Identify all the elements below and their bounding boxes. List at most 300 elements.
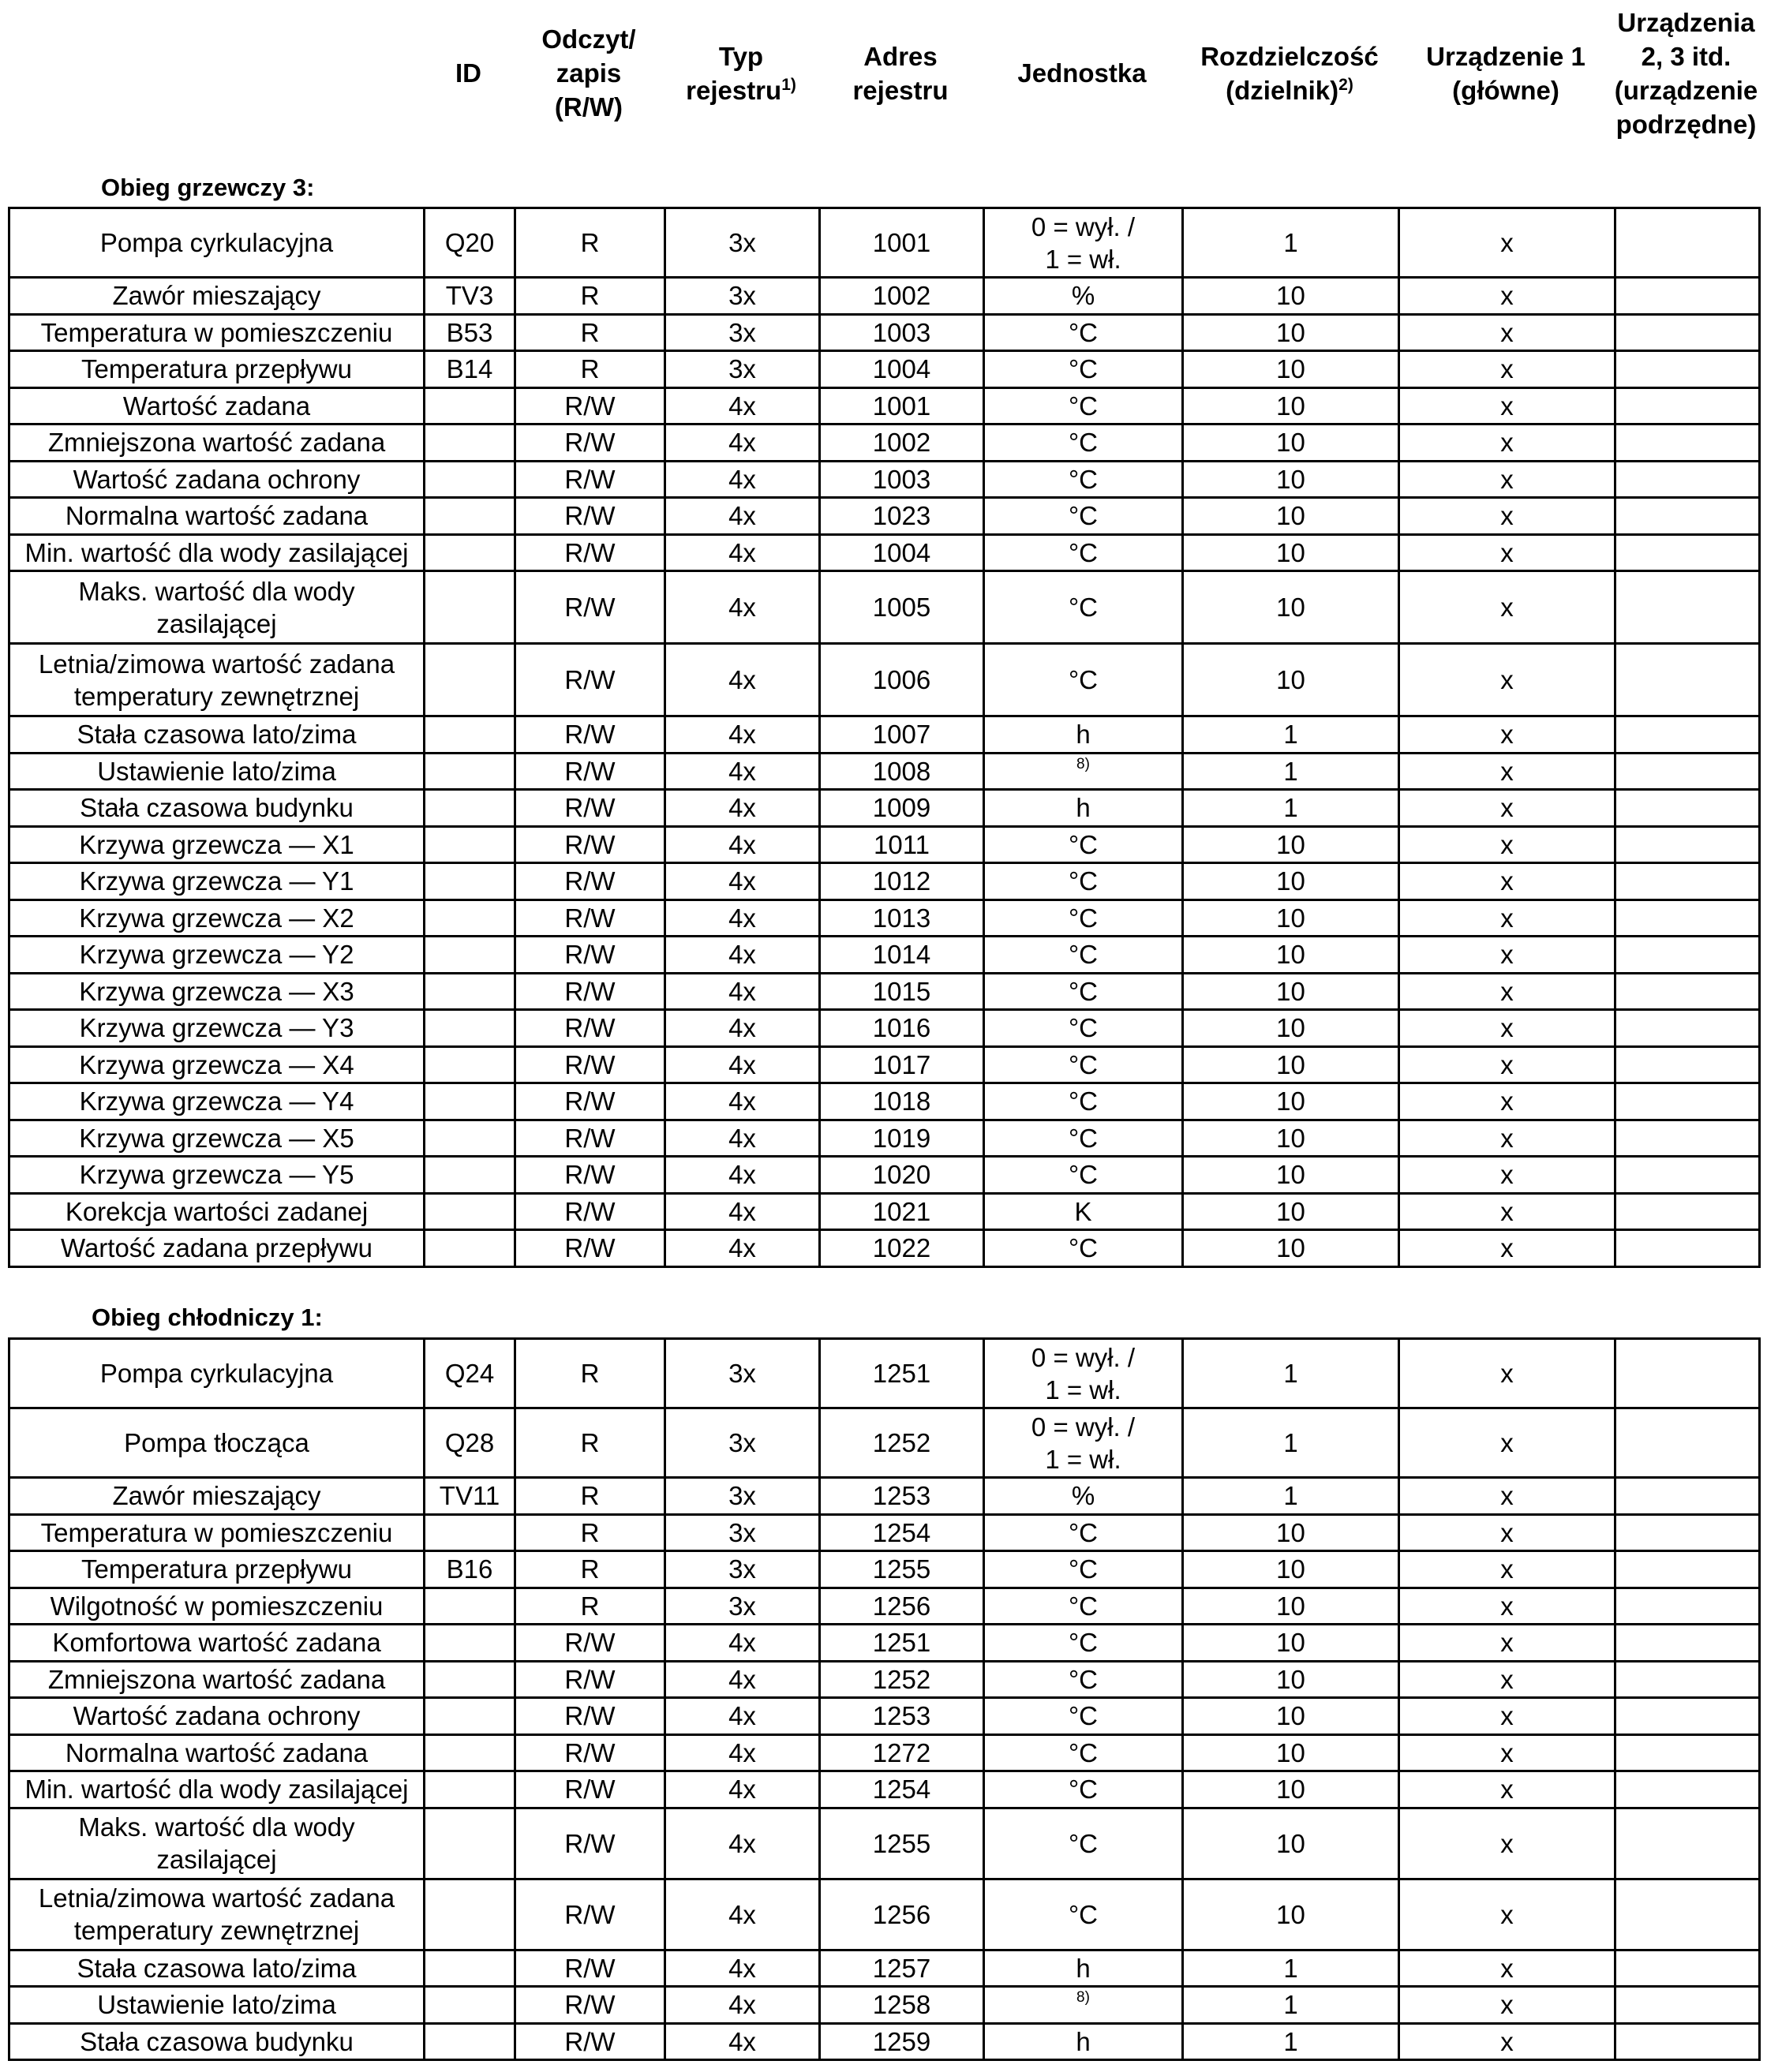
register-type-cell: 3x [665, 314, 820, 351]
register-address-cell: 1256 [820, 1588, 984, 1625]
table-row [9, 1083, 1760, 1120]
devices-2-3-cell [1615, 1771, 1760, 1808]
resolution-cell: 10 [1183, 1625, 1399, 1662]
unit-cell: h [984, 790, 1183, 827]
parameter-name: Korekcja wartości zadanej [9, 1193, 425, 1230]
register-address-cell: 1252 [820, 1408, 984, 1478]
register-address-cell: 1006 [820, 644, 984, 716]
register-type-cell: 3x [665, 351, 820, 388]
device-1-cell: x [1399, 461, 1615, 498]
id-cell [425, 1987, 515, 2024]
parameter-name: Maks. wartość dla wody zasilającej [9, 571, 425, 644]
parameter-name: Zawór mieszający [9, 278, 425, 315]
read-write-cell: R/W [515, 461, 665, 498]
device-1-cell: x [1399, 1950, 1615, 1987]
register-type-cell: 3x [665, 1339, 820, 1408]
register-address-cell: 1011 [820, 826, 984, 863]
register-type-cell: 4x [665, 1661, 820, 1698]
register-address-cell: 1001 [820, 208, 984, 278]
id-cell: B14 [425, 351, 515, 388]
register-address-cell: 1272 [820, 1734, 984, 1771]
parameter-name: Wartość zadana ochrony [9, 1698, 425, 1735]
read-write-cell: R/W [515, 1661, 665, 1698]
resolution-cell: 1 [1183, 1987, 1399, 2024]
register-address-cell: 1007 [820, 716, 984, 754]
table-row [9, 973, 1760, 1010]
device-1-cell: x [1399, 790, 1615, 827]
table-row [9, 753, 1760, 790]
devices-2-3-cell [1615, 2023, 1760, 2060]
resolution-cell: 10 [1183, 1808, 1399, 1879]
device-1-cell: x [1399, 534, 1615, 571]
register-address-cell: 1256 [820, 1879, 984, 1950]
devices-2-3-cell [1615, 1698, 1760, 1735]
device-1-cell: x [1399, 1120, 1615, 1157]
devices-2-3-cell [1615, 1551, 1760, 1588]
devices-2-3-cell [1615, 1120, 1760, 1157]
register-type-cell: 4x [665, 644, 820, 716]
device-1-cell: x [1399, 424, 1615, 462]
table-row [9, 498, 1760, 535]
read-write-cell: R/W [515, 753, 665, 790]
devices-2-3-cell [1615, 1046, 1760, 1083]
register-address-cell: 1009 [820, 790, 984, 827]
id-cell [425, 1808, 515, 1879]
table-row [9, 1661, 1760, 1698]
unit-cell: °C [984, 314, 1183, 351]
register-address-cell: 1002 [820, 424, 984, 462]
unit-cell: °C [984, 1734, 1183, 1771]
read-write-cell: R/W [515, 2023, 665, 2060]
parameter-name: Wilgotność w pomieszczeniu [9, 1588, 425, 1625]
id-cell: Q24 [425, 1339, 515, 1408]
register-address-cell: 1251 [820, 1339, 984, 1408]
read-write-cell: R/W [515, 1625, 665, 1662]
device-1-cell: x [1399, 498, 1615, 535]
device-1-cell: x [1399, 351, 1615, 388]
register-address-cell: 1015 [820, 973, 984, 1010]
resolution-cell: 10 [1183, 387, 1399, 424]
register-type-cell: 4x [665, 498, 820, 535]
register-address-cell: 1004 [820, 534, 984, 571]
read-write-cell: R/W [515, 863, 665, 900]
id-cell [425, 753, 515, 790]
devices-2-3-cell [1615, 314, 1760, 351]
register-address-cell: 1023 [820, 498, 984, 535]
register-type-cell: 3x [665, 1514, 820, 1551]
register-type-cell: 4x [665, 790, 820, 827]
devices-2-3-cell [1615, 461, 1760, 498]
unit-cell: °C [984, 461, 1183, 498]
unit-cell: 8) [984, 753, 1183, 790]
devices-2-3-cell [1615, 1157, 1760, 1194]
id-cell [425, 461, 515, 498]
parameter-name: Krzywa grzewcza — X4 [9, 1046, 425, 1083]
unit-cell: °C [984, 1661, 1183, 1698]
parameter-name: Wartość zadana przepływu [9, 1230, 425, 1267]
resolution-cell: 1 [1183, 1478, 1399, 1515]
id-cell [425, 1771, 515, 1808]
register-type-cell: 4x [665, 1698, 820, 1735]
register-type-cell: 4x [665, 1010, 820, 1047]
register-type-cell: 3x [665, 1588, 820, 1625]
id-cell [425, 1157, 515, 1194]
resolution-cell: 10 [1183, 461, 1399, 498]
parameter-name: Normalna wartość zadana [9, 498, 425, 535]
parameter-name: Stała czasowa budynku [9, 2023, 425, 2060]
parameter-name: Temperatura przepływu [9, 351, 425, 388]
register-type-cell: 3x [665, 1478, 820, 1515]
devices-2-3-cell [1615, 351, 1760, 388]
unit-cell: °C [984, 644, 1183, 716]
parameter-name: Min. wartość dla wody zasilającej [9, 1771, 425, 1808]
table-row [9, 716, 1760, 754]
device-1-cell: x [1399, 1193, 1615, 1230]
devices-2-3-cell [1615, 826, 1760, 863]
table-row [9, 790, 1760, 827]
table-row [9, 826, 1760, 863]
table-row [9, 314, 1760, 351]
table-row [9, 899, 1760, 937]
id-cell [425, 1193, 515, 1230]
id-cell [425, 534, 515, 571]
parameter-name: Stała czasowa budynku [9, 790, 425, 827]
resolution-cell: 10 [1183, 1661, 1399, 1698]
register-type-cell: 4x [665, 753, 820, 790]
table-row [9, 863, 1760, 900]
read-write-cell: R/W [515, 1157, 665, 1194]
table-row [9, 644, 1760, 716]
id-cell [425, 2023, 515, 2060]
devices-2-3-cell [1615, 387, 1760, 424]
id-cell [425, 387, 515, 424]
table-row [9, 571, 1760, 644]
devices-2-3-cell [1615, 278, 1760, 315]
header-read-write [514, 0, 664, 146]
register-type-cell: 4x [665, 1808, 820, 1879]
register-type-cell: 4x [665, 863, 820, 900]
resolution-cell: 10 [1183, 351, 1399, 388]
devices-2-3-cell [1615, 571, 1760, 644]
read-write-cell: R/W [515, 1987, 665, 2024]
id-cell [425, 1120, 515, 1157]
device-1-cell: x [1399, 387, 1615, 424]
id-cell [425, 1625, 515, 1662]
register-type-cell: 4x [665, 899, 820, 937]
device-1-cell: x [1399, 1408, 1615, 1478]
read-write-cell: R [515, 1339, 665, 1408]
read-write-cell: R/W [515, 1230, 665, 1267]
column-header-row [0, 0, 1767, 146]
read-write-cell: R [515, 314, 665, 351]
table-row [9, 278, 1760, 315]
header-unit-label: Jednostka [1017, 58, 1147, 88]
resolution-cell: 1 [1183, 2023, 1399, 2060]
device-1-cell: x [1399, 716, 1615, 754]
id-cell [425, 863, 515, 900]
register-address-cell: 1002 [820, 278, 984, 315]
parameter-name: Temperatura w pomieszczeniu [9, 1514, 425, 1551]
unit-cell: °C [984, 1046, 1183, 1083]
footnote-marker: 2) [1338, 75, 1353, 94]
resolution-cell: 10 [1183, 826, 1399, 863]
parameter-name: Krzywa grzewcza — Y1 [9, 863, 425, 900]
register-type-cell: 4x [665, 1950, 820, 1987]
resolution-cell: 10 [1183, 1879, 1399, 1950]
register-address-cell: 1253 [820, 1478, 984, 1515]
id-cell [425, 716, 515, 754]
header-resolution [1181, 0, 1398, 146]
unit-cell: °C [984, 1551, 1183, 1588]
device-1-cell: x [1399, 1588, 1615, 1625]
register-address-cell: 1016 [820, 1010, 984, 1047]
devices-2-3-cell [1615, 937, 1760, 974]
device-1-cell: x [1399, 1625, 1615, 1662]
resolution-cell: 10 [1183, 1771, 1399, 1808]
resolution-cell: 10 [1183, 1230, 1399, 1267]
devices-2-3-cell [1615, 644, 1760, 716]
unit-cell: °C [984, 1083, 1183, 1120]
table-row [9, 351, 1760, 388]
resolution-cell: 1 [1183, 208, 1399, 278]
read-write-cell: R/W [515, 1010, 665, 1047]
devices-2-3-cell [1615, 1230, 1760, 1267]
read-write-cell: R/W [515, 1808, 665, 1879]
unit-cell: °C [984, 1698, 1183, 1735]
unit-cell: °C [984, 826, 1183, 863]
id-cell [425, 1046, 515, 1083]
resolution-cell: 10 [1183, 973, 1399, 1010]
parameter-name: Maks. wartość dla wody zasilającej [9, 1808, 425, 1879]
register-address-cell: 1254 [820, 1771, 984, 1808]
table-row [9, 1588, 1760, 1625]
read-write-cell: R/W [515, 387, 665, 424]
unit-cell: °C [984, 1771, 1183, 1808]
device-1-cell: x [1399, 1771, 1615, 1808]
read-write-cell: R/W [515, 973, 665, 1010]
table-row [9, 1339, 1760, 1408]
id-cell [425, 1661, 515, 1698]
cooling-circuit-1-table [8, 1337, 1761, 2061]
read-write-cell: R/W [515, 899, 665, 937]
resolution-cell: 10 [1183, 534, 1399, 571]
parameter-name: Min. wartość dla wody zasilającej [9, 534, 425, 571]
unit-cell: °C [984, 937, 1183, 974]
parameter-name: Temperatura przepływu [9, 1551, 425, 1588]
parameter-name: Temperatura w pomieszczeniu [9, 314, 425, 351]
devices-2-3-cell [1615, 716, 1760, 754]
register-type-cell: 3x [665, 1408, 820, 1478]
unit-cell: °C [984, 571, 1183, 644]
parameter-name: Pompa cyrkulacyjna [9, 208, 425, 278]
resolution-cell: 10 [1183, 1010, 1399, 1047]
read-write-cell: R/W [515, 1734, 665, 1771]
register-type-cell: 4x [665, 1625, 820, 1662]
unit-cell: °C [984, 1514, 1183, 1551]
parameter-name: Krzywa grzewcza — Y2 [9, 937, 425, 974]
parameter-name: Zmniejszona wartość zadana [9, 1661, 425, 1698]
table-row [9, 208, 1760, 278]
parameter-name: Krzywa grzewcza — X1 [9, 826, 425, 863]
device-1-cell: x [1399, 571, 1615, 644]
table-row [9, 1478, 1760, 1515]
id-cell [425, 571, 515, 644]
device-1-cell: x [1399, 1734, 1615, 1771]
header-device-1-label: Urządzenie 1 (główne) [1426, 41, 1585, 105]
parameter-name: Letnia/zimowa wartość zadana temperatury zewnętrznej [9, 1879, 425, 1950]
devices-2-3-cell [1615, 534, 1760, 571]
resolution-cell: 10 [1183, 571, 1399, 644]
id-cell: TV11 [425, 1478, 515, 1515]
header-register-address [818, 0, 983, 146]
read-write-cell: R/W [515, 1950, 665, 1987]
unit-cell: % [984, 1478, 1183, 1515]
register-type-cell: 4x [665, 1879, 820, 1950]
unit-cell: °C [984, 863, 1183, 900]
device-1-cell: x [1399, 1010, 1615, 1047]
read-write-cell: R/W [515, 498, 665, 535]
unit-cell: °C [984, 1120, 1183, 1157]
read-write-cell: R/W [515, 1193, 665, 1230]
devices-2-3-cell [1615, 863, 1760, 900]
id-cell [425, 1698, 515, 1735]
id-cell [425, 1588, 515, 1625]
read-write-cell: R [515, 1514, 665, 1551]
table-row [9, 1950, 1760, 1987]
devices-2-3-cell [1615, 1083, 1760, 1120]
resolution-cell: 1 [1183, 1339, 1399, 1408]
register-type-cell: 4x [665, 461, 820, 498]
register-address-cell: 1004 [820, 351, 984, 388]
register-type-cell: 4x [665, 1193, 820, 1230]
id-cell [425, 1734, 515, 1771]
resolution-cell: 10 [1183, 1046, 1399, 1083]
parameter-name: Komfortowa wartość zadana [9, 1625, 425, 1662]
parameter-name: Stała czasowa lato/zima [9, 1950, 425, 1987]
register-type-cell: 4x [665, 2023, 820, 2060]
parameter-name: Normalna wartość zadana [9, 1734, 425, 1771]
table-row [9, 1551, 1760, 1588]
table-row [9, 1771, 1760, 1808]
device-1-cell: x [1399, 973, 1615, 1010]
device-1-cell: x [1399, 1987, 1615, 2024]
unit-cell: °C [984, 899, 1183, 937]
read-write-cell: R [515, 278, 665, 315]
read-write-cell: R/W [515, 716, 665, 754]
register-address-cell: 1257 [820, 1950, 984, 1987]
register-address-cell: 1001 [820, 387, 984, 424]
device-1-cell: x [1399, 1157, 1615, 1194]
resolution-cell: 10 [1183, 1193, 1399, 1230]
unit-cell: °C [984, 1230, 1183, 1267]
heating-circuit-3-table [8, 207, 1761, 1268]
device-1-cell: x [1399, 644, 1615, 716]
id-cell [425, 973, 515, 1010]
devices-2-3-cell [1615, 1987, 1760, 2024]
device-1-cell: x [1399, 208, 1615, 278]
unit-cell: 0 = wył. / 1 = wł. [984, 1339, 1183, 1408]
unit-cell: h [984, 716, 1183, 754]
unit-cell: °C [984, 1625, 1183, 1662]
devices-2-3-cell [1615, 973, 1760, 1010]
devices-2-3-cell [1615, 1193, 1760, 1230]
device-1-cell: x [1399, 899, 1615, 937]
unit-cell: h [984, 2023, 1183, 2060]
footnote-marker: 1) [781, 75, 796, 94]
device-1-cell: x [1399, 1339, 1615, 1408]
unit-cell: K [984, 1193, 1183, 1230]
parameter-name: Krzywa grzewcza — X3 [9, 973, 425, 1010]
read-write-cell: R/W [515, 1698, 665, 1735]
register-type-cell: 4x [665, 1230, 820, 1267]
read-write-cell: R/W [515, 1879, 665, 1950]
device-1-cell: x [1399, 314, 1615, 351]
table-row [9, 1625, 1760, 1662]
resolution-cell: 10 [1183, 1734, 1399, 1771]
table-row [9, 1046, 1760, 1083]
read-write-cell: R/W [515, 937, 665, 974]
read-write-cell: R/W [515, 1083, 665, 1120]
resolution-cell: 1 [1183, 1408, 1399, 1478]
register-type-cell: 4x [665, 387, 820, 424]
register-address-cell: 1019 [820, 1120, 984, 1157]
table-row [9, 461, 1760, 498]
id-cell [425, 498, 515, 535]
devices-2-3-cell [1615, 1588, 1760, 1625]
device-1-cell: x [1399, 826, 1615, 863]
header-id-label: ID [455, 58, 481, 88]
header-unit [983, 0, 1181, 146]
register-address-cell: 1022 [820, 1230, 984, 1267]
id-cell [425, 937, 515, 974]
register-type-cell: 4x [665, 1987, 820, 2024]
unit-cell: h [984, 1950, 1183, 1987]
resolution-cell: 1 [1183, 790, 1399, 827]
header-resolution-label: Rozdzielczość (dzielnik) [1200, 41, 1379, 105]
unit-cell: °C [984, 1010, 1183, 1047]
device-1-cell: x [1399, 753, 1615, 790]
resolution-cell: 10 [1183, 937, 1399, 974]
register-address-cell: 1021 [820, 1193, 984, 1230]
register-type-cell: 4x [665, 1157, 820, 1194]
read-write-cell: R/W [515, 424, 665, 462]
header-register-address-label: Adres rejestru [852, 41, 949, 105]
device-1-cell: x [1399, 1083, 1615, 1120]
unit-cell: 8) [984, 1987, 1183, 2024]
read-write-cell: R/W [515, 1046, 665, 1083]
resolution-cell: 10 [1183, 1083, 1399, 1120]
section-title-heating-circuit-3: Obieg grzewczy 3: [101, 174, 315, 201]
table-row [9, 1879, 1760, 1950]
devices-2-3-cell [1615, 1950, 1760, 1987]
resolution-cell: 10 [1183, 1588, 1399, 1625]
table-row [9, 1120, 1760, 1157]
parameter-name: Krzywa grzewcza — Y4 [9, 1083, 425, 1120]
table-row [9, 2023, 1760, 2060]
unit-cell: °C [984, 387, 1183, 424]
read-write-cell: R/W [515, 1771, 665, 1808]
parameter-name: Ustawienie lato/zima [9, 753, 425, 790]
register-address-cell: 1020 [820, 1157, 984, 1194]
table-row [9, 534, 1760, 571]
register-type-cell: 4x [665, 534, 820, 571]
unit-cell: °C [984, 1879, 1183, 1950]
unit-cell: °C [984, 1157, 1183, 1194]
device-1-cell: x [1399, 278, 1615, 315]
id-cell: TV3 [425, 278, 515, 315]
read-write-cell: R/W [515, 644, 665, 716]
register-address-cell: 1005 [820, 571, 984, 644]
